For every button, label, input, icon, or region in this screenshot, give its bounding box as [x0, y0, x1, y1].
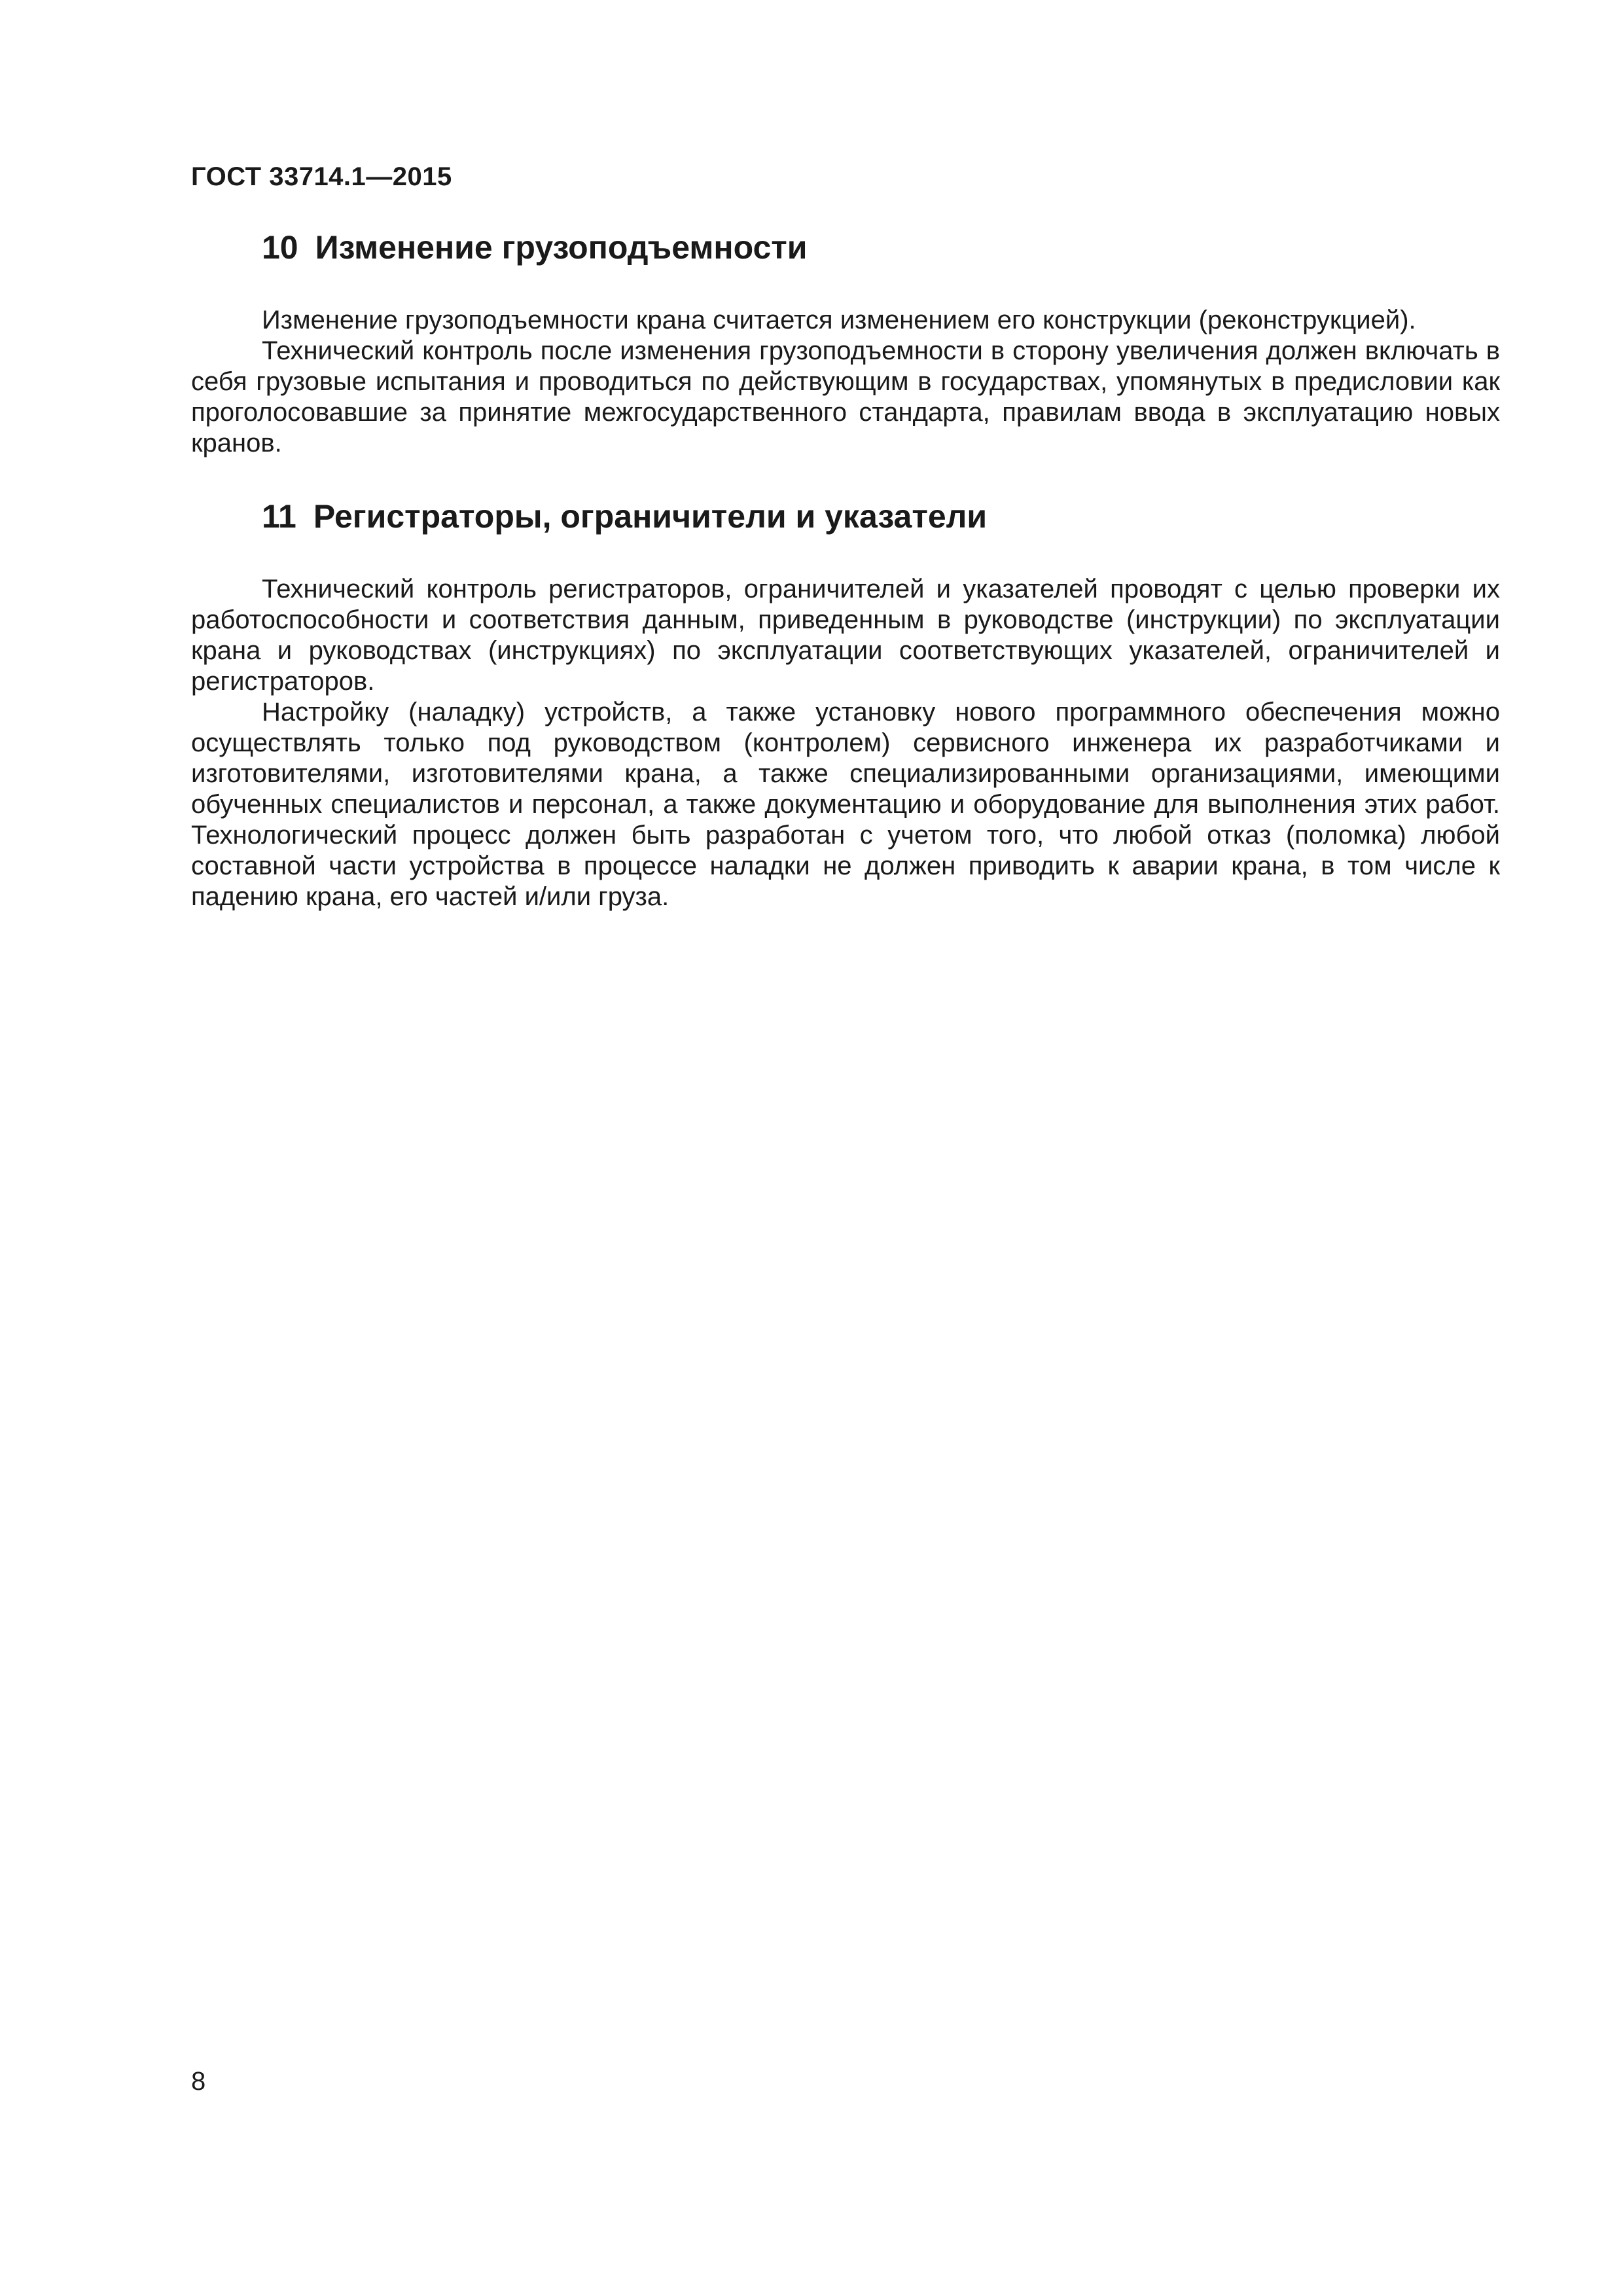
- section-heading: [262, 228, 1500, 267]
- page-number: 8: [191, 2067, 206, 2096]
- section-title: Изменение грузоподъемности: [315, 229, 808, 266]
- section-number: 10: [262, 229, 298, 266]
- section-10: [191, 228, 1500, 459]
- paragraph: Технический контроль регистраторов, ограничителей и указателей проводят с целью проверки их работоспособности и соответствия данным, приведенным в руководстве (инструкции) по эксплуатации крана и руководствах (инструкциях) по эксплуатации соответствующих указателей, ограничителей и регистраторов.: [191, 575, 1500, 696]
- document-code: ГОСТ 33714.1—2015: [191, 162, 452, 191]
- document-body: [191, 228, 1500, 950]
- paragraph: Изменение грузоподъемности крана считается изменением его конструкции (реконструкцией).: [262, 306, 1416, 334]
- paragraph: Настройку (наладку) устройств, а также установку нового программного обеспечения можно осуществлять только под руководством (контролем) сервисного инженера их разработчиками и изготовителями, изготовителями крана, а также специализированными организациями, имеющими обученных специалистов и персонал, а также документацию и оборудование для выполнения этих работ. Технологический процесс должен быть разработан с учетом того, что любой отказ (поломка) любой составной части устройства в процессе наладки не должен приводить к аварии крана, в том числе к падению крана, его частей и/или груза.: [191, 698, 1500, 911]
- section-title: Регистраторы, ограничители и указатели: [313, 498, 988, 535]
- section-number: 11: [262, 498, 296, 535]
- section-heading: [262, 497, 1500, 536]
- paragraph: Технический контроль после изменения грузоподъемности в сторону увеличения должен включать в себя грузовые испытания и проводиться по действующим в государствах, упомянутых в предисловии как проголосовавшие за принятие межгосударственного стандарта, правилам ввода в эксплуатацию новых кранов.: [191, 336, 1500, 457]
- section-11: [191, 497, 1500, 912]
